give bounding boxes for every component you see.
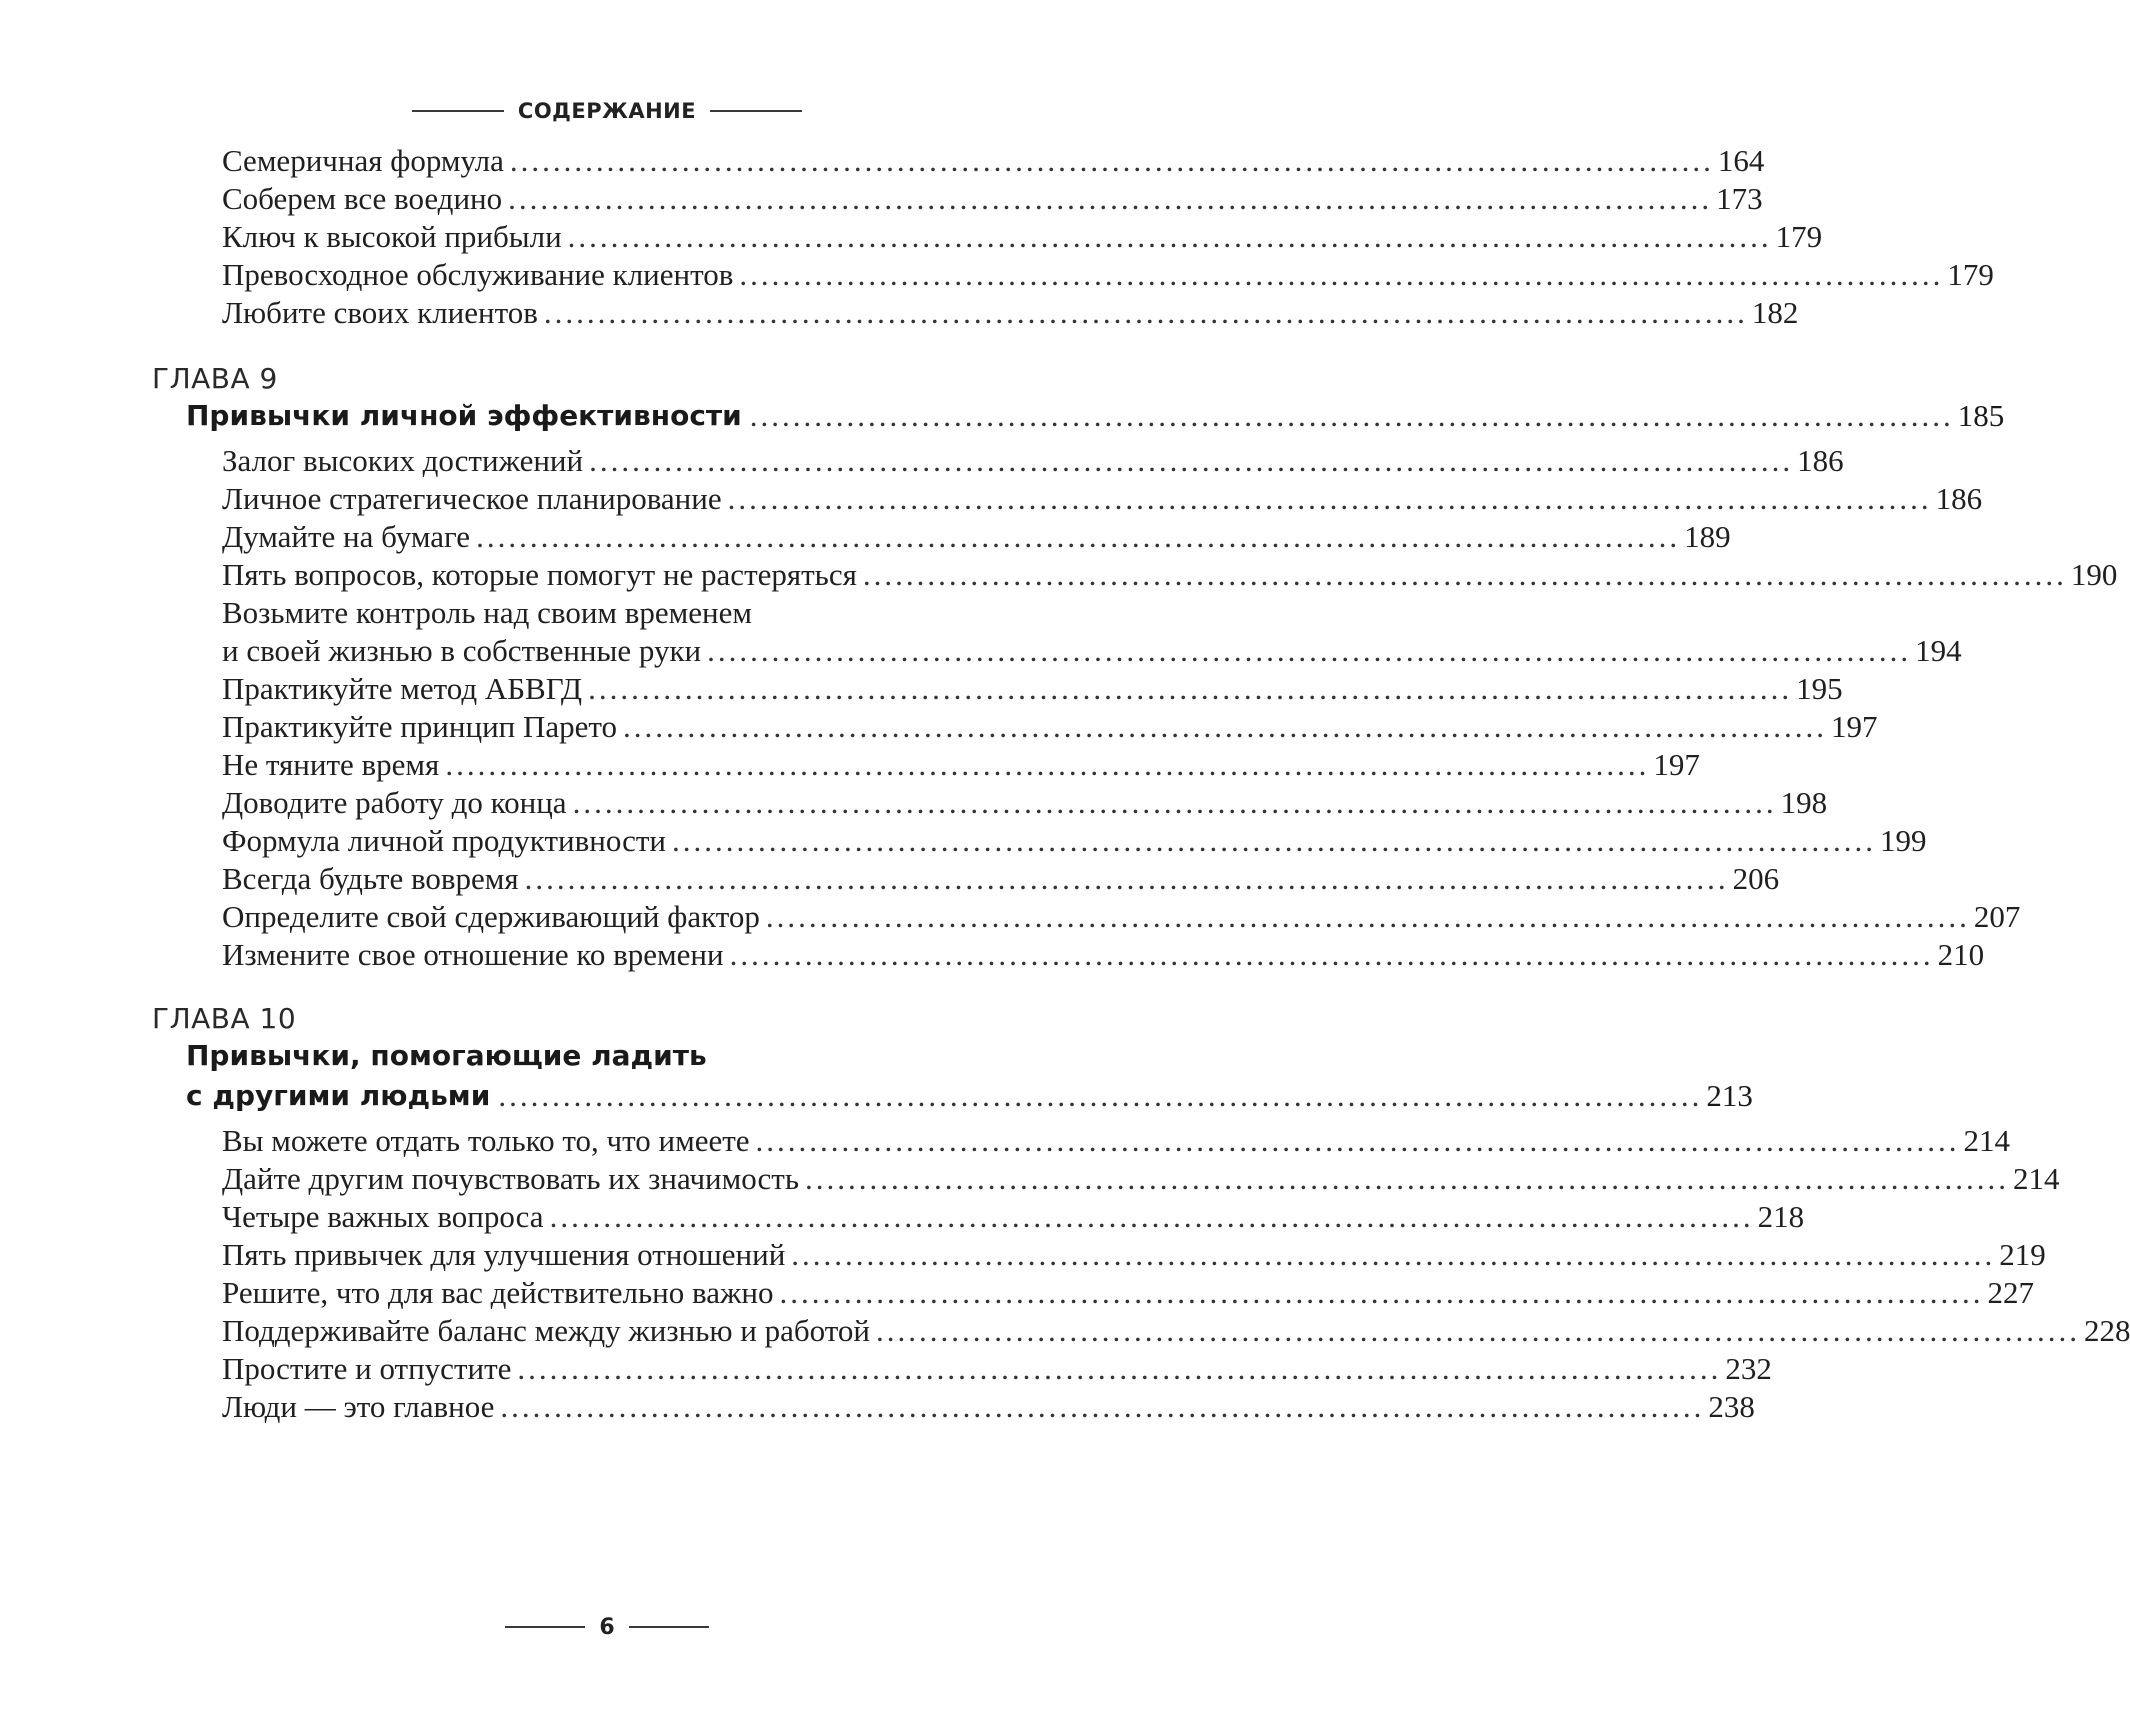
dot-leader: ................................................................................................................ [729,937,1934,972]
toc-entry-title: Решите, что для вас действительно важно [222,1275,774,1310]
toc-entry [222,744,1700,786]
toc-entry-page: 227 [1987,1275,2034,1310]
toc-entry-title: Ключ к высокой прибыли [222,219,562,254]
toc-entry-page: 214 [2012,1161,2060,1196]
toc-entry [222,516,1731,558]
dot-leader: ................................................................................................................ [589,443,1794,478]
dot-leader: ................................................................................................................ [588,671,1793,706]
toc-entry-page: 232 [1725,1351,1772,1386]
dot-leader: ................................................................................................................ [755,1123,1960,1158]
page-number: 6 [599,1614,615,1640]
toc-entry-page: 189 [1684,519,1731,554]
toc-entry-page: 186 [1797,443,1844,478]
toc-entry-page: 164 [1717,143,1765,178]
toc-entry-page: 186 [1935,481,1983,516]
toc-entry-page: 179 [1947,257,1994,292]
dot-leader: ................................................................................................................ [500,1389,1705,1424]
toc-entry-title: Измените свое отношение ко времени [222,937,724,972]
dot-leader: ................................................................................................................ [707,633,1912,668]
dot-leader: ................................................................................................................ [804,1161,2009,1196]
toc-entry-title: Формула личной продуктивности [222,823,666,858]
toc-entry-title: Доводите работу до конца [222,785,567,820]
dot-leader: ................................................................................................................ [672,823,1876,858]
toc-entry [222,140,1765,182]
chapter-title-text: Привычки, помогающие ладить [186,1039,707,1072]
toc-entry-page: 195 [1796,671,1843,706]
toc-entry-title: Люди — это главное [222,1389,495,1424]
dot-leader: ................................................................................................................ [765,899,1970,934]
toc-entry-title: Личное стратегическое планирование [222,481,722,516]
chapter-label: ГЛАВА 9 [152,362,278,395]
toc-entry [222,820,1927,862]
toc-entry [222,292,1799,334]
dot-leader: ................................................................................................................ [749,398,1954,433]
dot-leader: ................................................................................................................ [498,1078,1703,1113]
toc-entry-title: и своей жизнью в собственные руки [222,633,702,668]
toc-entry [222,440,1844,482]
header-rule-left [412,110,504,112]
toc-entry-page: 197 [1831,709,1878,744]
toc-entry-title: Соберем все воедино [222,181,503,216]
toc-entry [222,1196,1805,1238]
toc-entry [222,706,1878,748]
page-footer [0,1612,1214,1642]
dot-leader: ................................................................................................................ [543,295,1748,330]
toc-entry-page: 219 [1999,1237,2046,1272]
toc-entry-title: Поддерживайте баланс между жизнью и работой [222,1313,870,1348]
chapter-label: ГЛАВА 10 [152,1002,297,1035]
dot-leader: ................................................................................................................ [572,785,1777,820]
toc-entry-title: Залог высоких достижений [222,443,584,478]
toc-entry-page: 210 [1937,937,1985,972]
toc-entry-title: Любите своих клиентов [222,295,538,330]
toc-entry [222,178,1763,220]
toc-entry-title: Практикуйте принцип Парето [222,709,618,744]
toc-entry [222,1348,1772,1390]
dot-leader: ................................................................................................................ [517,1351,1722,1386]
toc-entry-page: 207 [1973,899,2021,934]
toc-entry [222,1234,2046,1276]
toc-entry-page: 179 [1775,219,1823,254]
toc-entry-page: 218 [1757,1199,1805,1234]
dot-leader: ................................................................................................................ [549,1199,1754,1234]
dot-leader: ................................................................................................................ [445,747,1650,782]
toc-entry-page: 182 [1751,295,1799,330]
toc-entry [222,858,1780,900]
dot-leader: ................................................................................................................ [567,219,1772,254]
toc-entry-title: Превосходное обслуживание клиентов [222,257,734,292]
toc-entry-page: 199 [1880,823,1927,858]
running-head-title: СОДЕРЖАНИЕ [517,99,697,123]
toc-entry [222,630,1962,672]
chapter-page: 185 [1957,398,2005,433]
toc-entry [222,1158,2060,1200]
toc-entry-page: 214 [1963,1123,2011,1158]
toc-entry-title: Четыре важных вопроса [222,1199,544,1234]
chapter-page: 213 [1706,1078,1753,1113]
toc-entry-line1 [222,592,1070,634]
header-rule-right [710,110,802,112]
dot-leader: ................................................................................................................ [524,861,1729,896]
dot-leader: ................................................................................................................ [791,1237,1996,1272]
toc-entry [222,478,1983,520]
toc-entry [222,216,1823,258]
toc-entry [222,1386,1755,1428]
toc-entry-page: 198 [1780,785,1828,820]
running-head [0,96,1214,126]
dot-leader: ................................................................................................................ [623,709,1828,744]
toc-entry-title: Всегда будьте вовремя [222,861,519,896]
toc-entry-title: Пять вопросов, которые помогут не растеряться [222,557,857,592]
toc-entry-title: Дайте другим почувствовать их значимость [222,1161,799,1196]
toc-entry [222,668,1843,710]
toc-entry-title: Пять привычек для улучшения отношений [222,1237,786,1272]
toc-entry [222,934,1985,976]
dot-leader: ................................................................................................................ [476,519,1681,554]
toc-entry [222,254,1994,296]
toc-entry [222,1310,2130,1352]
dot-leader: ................................................................................................................ [509,143,1714,178]
toc-entry-title: Не тяните время [222,747,440,782]
toc-entry [222,1272,2034,1314]
toc-entry-page: 206 [1732,861,1780,896]
chapter-title-text: Привычки личной эффективности [186,399,742,432]
dot-leader: ................................................................................................................ [862,557,2067,592]
toc-entry-page: 194 [1915,633,1962,668]
toc-entry-page: 197 [1653,747,1700,782]
toc-entry-title: Простите и отпустите [222,1351,512,1386]
toc-entry [222,554,2118,596]
toc-entry [222,782,1828,824]
toc-entry-page: 228 [2083,1313,2130,1348]
dot-leader: ................................................................................................................ [739,257,1944,292]
chapter-title-text: с другими людьми [186,1079,491,1112]
toc-entry-title: Думайте на бумаге [222,519,471,554]
chapter-title [186,1074,1753,1118]
dot-leader: ................................................................................................................ [508,181,1713,216]
toc-entry-page: 173 [1716,181,1763,216]
dot-leader: ................................................................................................................ [779,1275,1984,1310]
chapter-title-line1 [186,1034,1070,1078]
toc-entry [222,896,2021,938]
dot-leader: ................................................................................................................ [727,481,1932,516]
footer-rule-left [505,1626,585,1628]
toc-entry-title: Возьмите контроль над своим временем [222,595,753,630]
toc-entry [222,1120,2011,1162]
dot-leader: ................................................................................................................ [875,1313,2080,1348]
toc-entry-title: Семеричная формула [222,143,504,178]
toc-entry-page: 190 [2070,557,2118,592]
toc-entry-title: Определите свой сдерживающий фактор [222,899,760,934]
toc-entry-title: Практикуйте метод АБВГД [222,671,583,706]
chapter-title [186,394,2005,438]
footer-rule-right [629,1626,709,1628]
toc-entry-page: 238 [1708,1389,1755,1424]
toc-entry-title: Вы можете отдать только то, что имеете [222,1123,750,1158]
